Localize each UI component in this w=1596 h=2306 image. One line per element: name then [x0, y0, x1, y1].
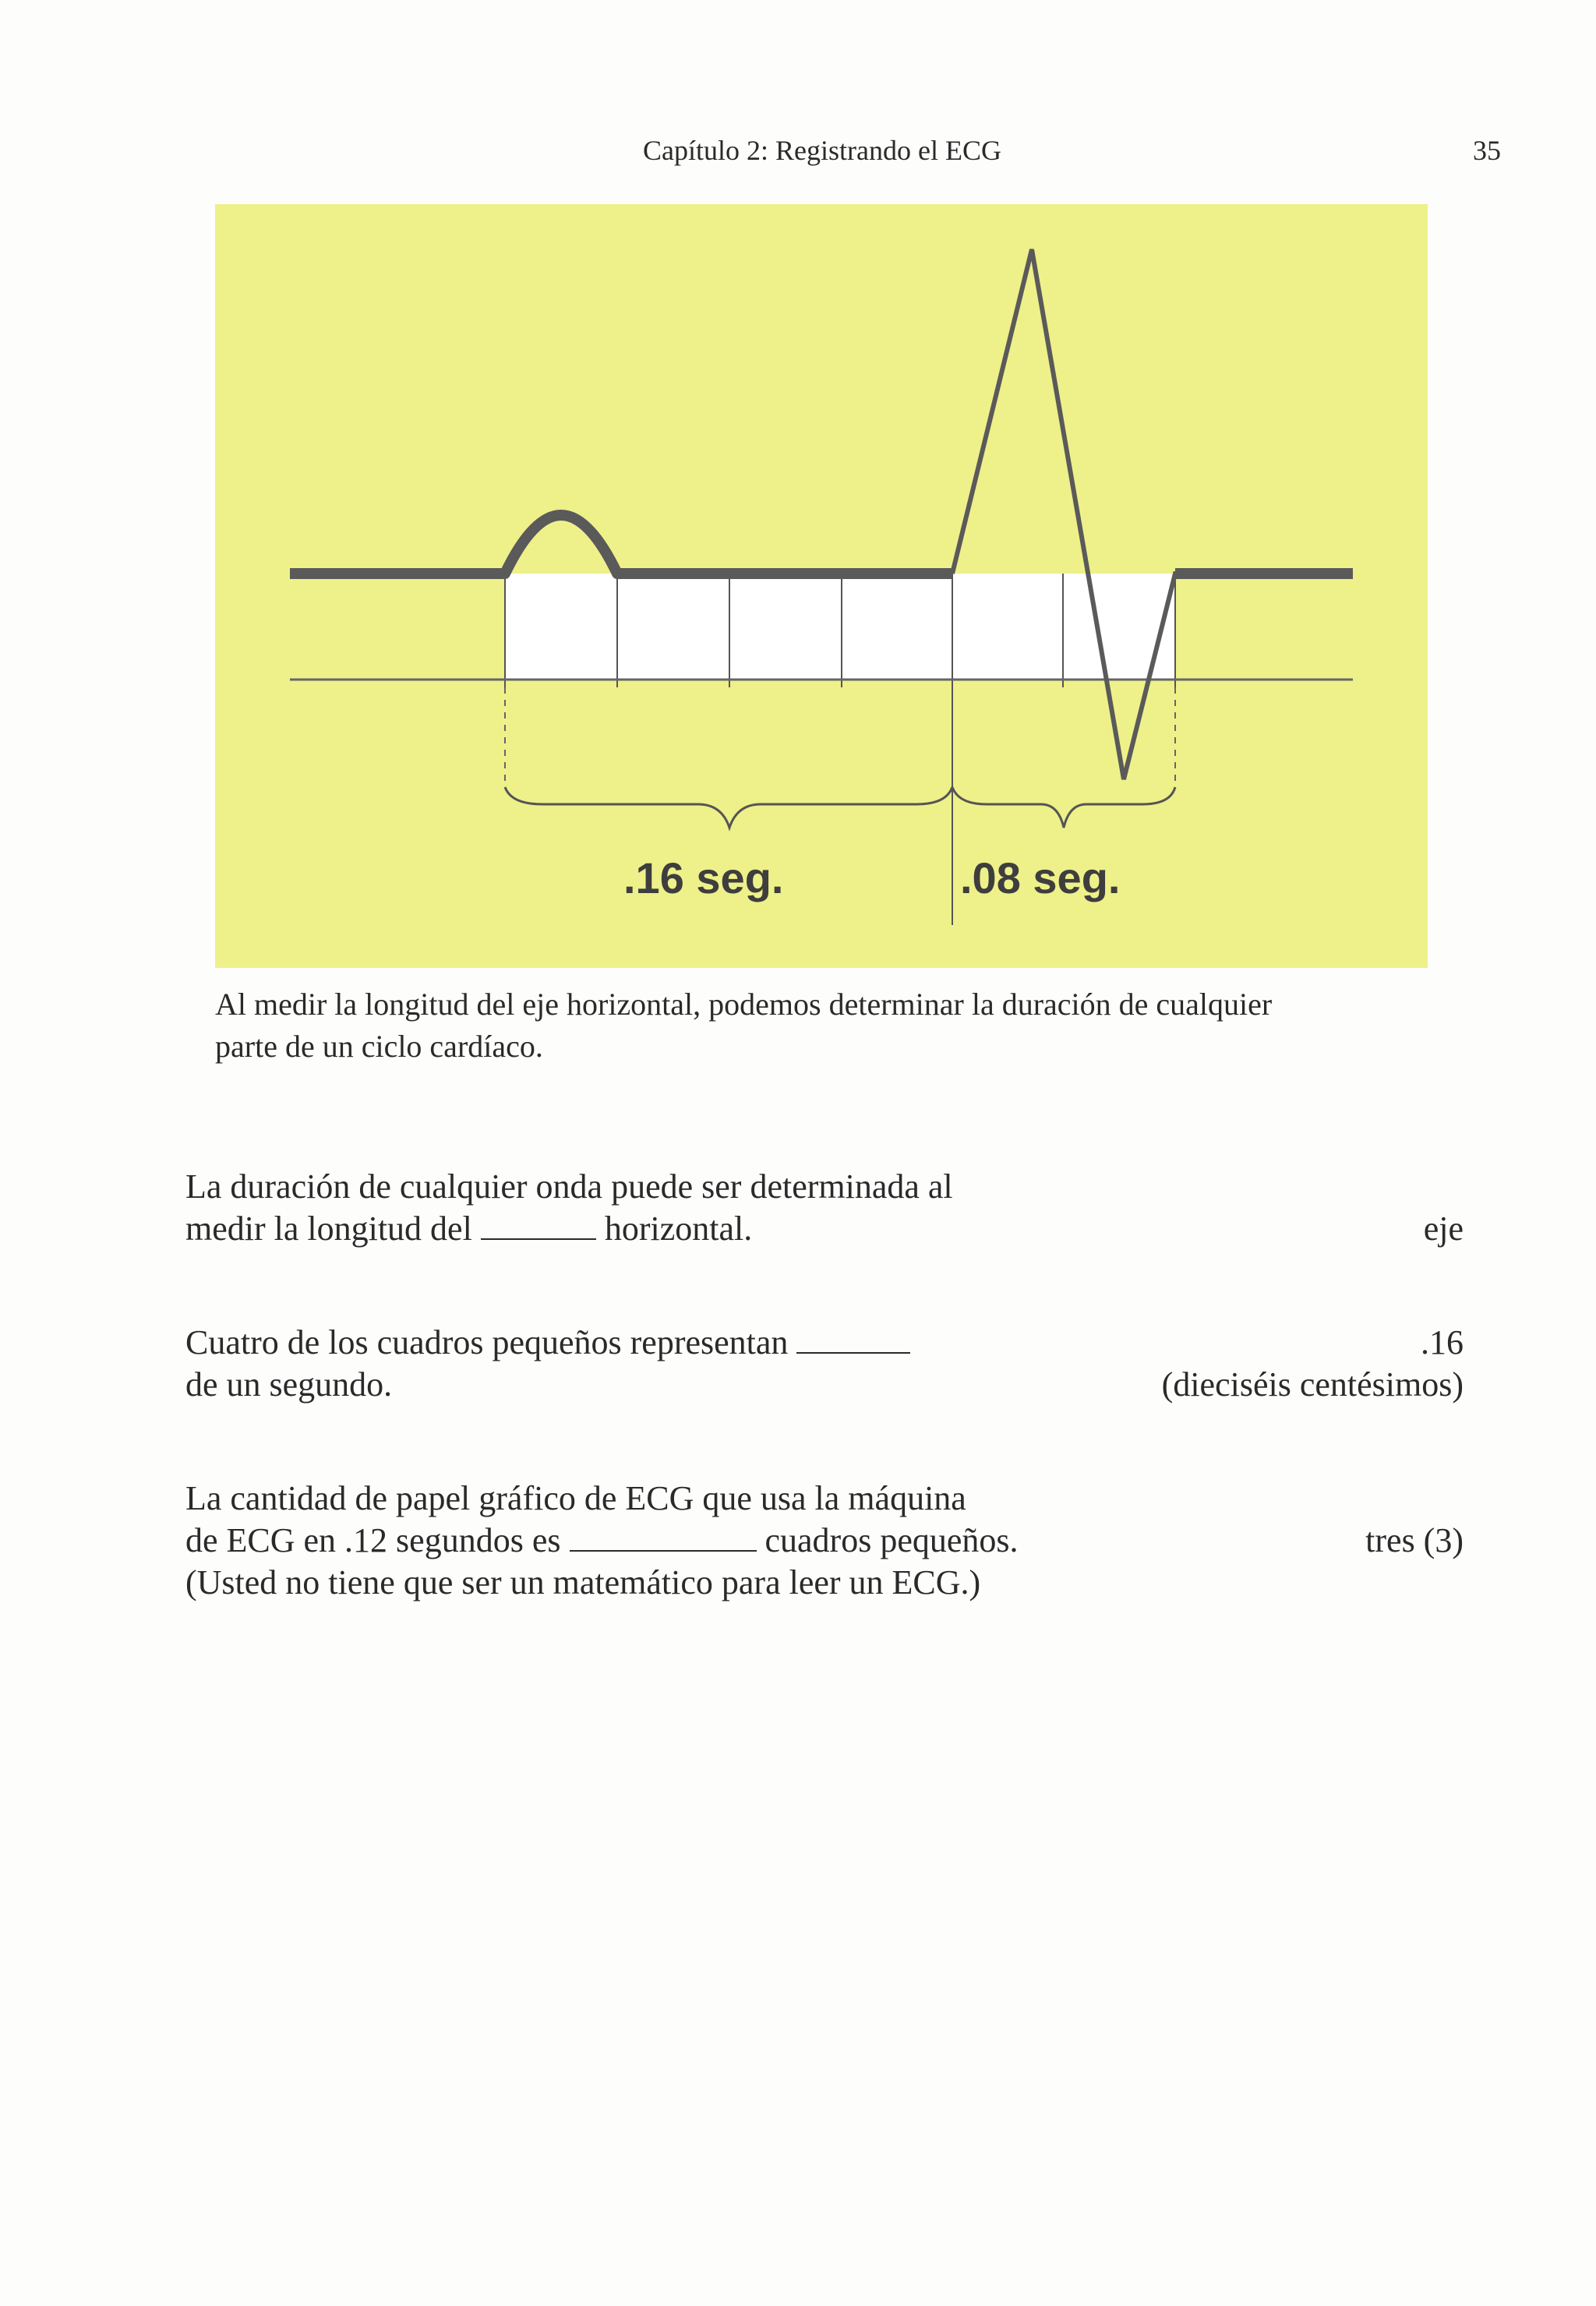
question-block — [185, 1322, 1464, 1407]
dashed-extensions — [505, 687, 1175, 787]
brace-left — [505, 787, 952, 828]
question-line-start: medir la longitud del — [185, 1210, 472, 1248]
chapter-title: Capítulo 2: Registrando el ECG — [643, 135, 1001, 166]
question-line — [185, 1322, 1199, 1364]
question-line: (Usted no tiene que ser un matemático para leer un ECG.) — [185, 1563, 981, 1601]
question-block — [185, 1166, 1464, 1252]
answer-line: (dieciséis centésimos) — [1161, 1365, 1464, 1404]
question-line-start: Cuatro de los cuadros pequeños representan — [185, 1323, 789, 1361]
brace-right — [952, 787, 1175, 828]
ecg-figure — [215, 204, 1428, 968]
question-line-end: cuadros pequeños. — [764, 1521, 1019, 1559]
ecg-qrs-complex — [952, 249, 1353, 779]
caption-line: parte de un ciclo cardíaco. — [215, 1029, 543, 1064]
label-08-seg: .08 seg. — [960, 853, 1121, 902]
question-line: de un segundo. — [185, 1365, 393, 1404]
question-line-start: de ECG en .12 segundos es — [185, 1521, 561, 1559]
label-16-seg: .16 seg. — [623, 853, 784, 902]
answer-blank — [796, 1326, 910, 1354]
question-line: La cantidad de papel gráfico de ECG que usa la máquina — [185, 1479, 966, 1517]
grid-box — [505, 574, 1175, 680]
question-text — [185, 1322, 1199, 1406]
answer-text: eje — [1423, 1210, 1464, 1248]
question-block — [185, 1478, 1464, 1610]
answer-line: .16 — [1421, 1323, 1464, 1361]
figure-caption — [215, 983, 1431, 1068]
answer-text: tres (3) — [1365, 1521, 1464, 1559]
page-number: 35 — [1473, 135, 1501, 166]
ecg-diagram — [215, 204, 1428, 968]
question-line — [185, 1208, 1199, 1250]
question-text — [185, 1166, 1199, 1250]
running-head — [0, 134, 1596, 173]
question-line: La duración de cualquier onda puede ser determinada al — [185, 1167, 953, 1206]
ecg-baseline-p-wave — [290, 515, 952, 574]
answer-blank — [570, 1524, 757, 1552]
question-text — [185, 1478, 1199, 1604]
answer-blank — [481, 1212, 596, 1240]
question-line — [185, 1520, 1199, 1562]
caption-line: Al medir la longitud del eje horizontal, podemos determinar la duración de cualquier — [215, 987, 1273, 1022]
answer-text — [1162, 1322, 1464, 1406]
question-line-end: horizontal. — [604, 1210, 753, 1248]
